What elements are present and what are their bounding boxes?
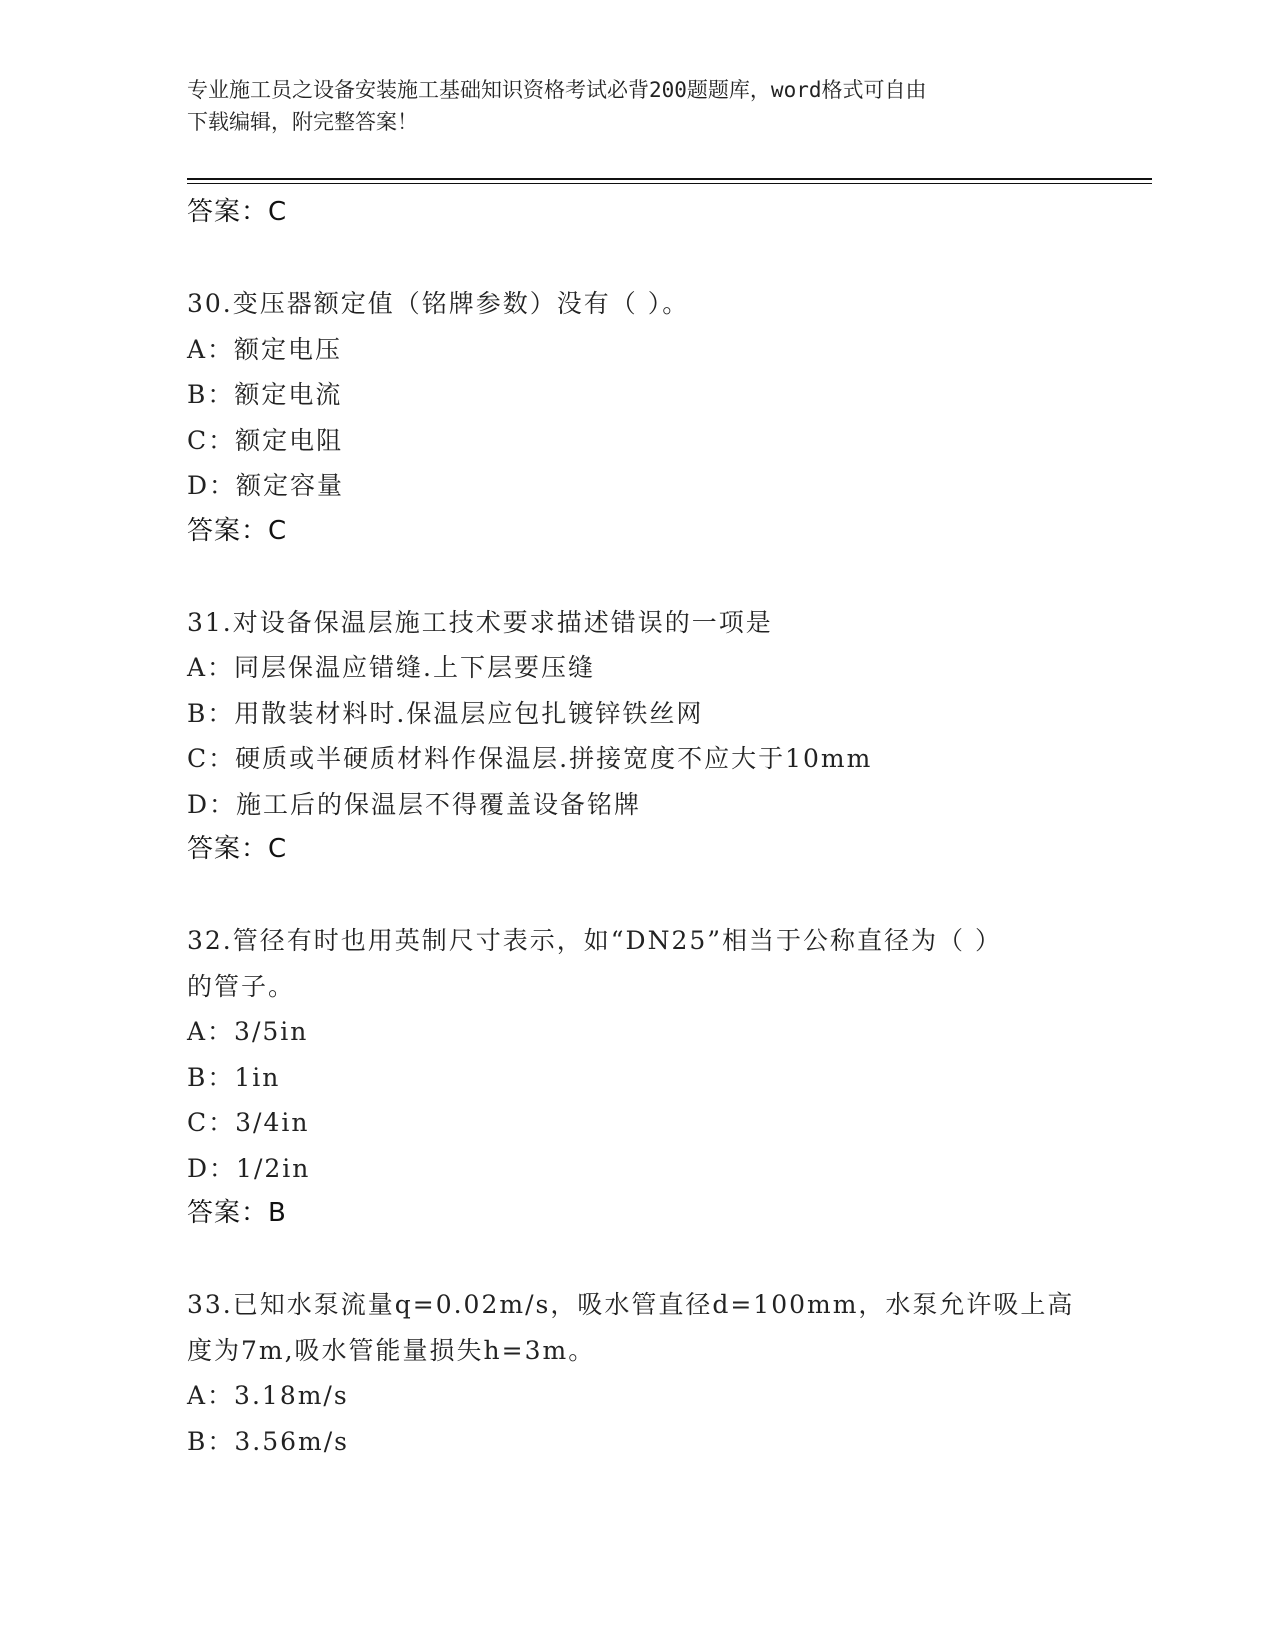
answer-line: 答案：C bbox=[187, 834, 288, 864]
question-stem: 33.已知水泵流量q=0.02m/s，吸水管直径d=100mm，水泵允许吸上高 bbox=[187, 1290, 1075, 1319]
question-block bbox=[187, 918, 1087, 1237]
question-stem: 30.变压器额定值（铭牌参数）没有（ ）。 bbox=[187, 289, 690, 318]
page-header bbox=[187, 74, 1067, 138]
option-a: A：同层保温应错缝.上下层要压缝 bbox=[187, 653, 596, 682]
option-d: D：1/2in bbox=[187, 1153, 311, 1183]
question-stem-continued: 度为7m,吸水管能量损失h=3m。 bbox=[187, 1335, 596, 1365]
answer-line: 答案：C bbox=[187, 515, 288, 546]
question-stem-continued: 的管子。 bbox=[187, 971, 296, 1001]
question-stem: 31.对设备保温层施工技术要求描述错误的一项是 bbox=[187, 607, 773, 637]
question-block bbox=[187, 1282, 1087, 1464]
spacer bbox=[187, 554, 1087, 600]
option-b: B：1in bbox=[187, 1062, 281, 1092]
option-c: C：3/4in bbox=[187, 1108, 310, 1137]
header-line-2: 下载编辑，附完整答案！ bbox=[187, 110, 418, 134]
option-d: D：额定容量 bbox=[187, 471, 345, 500]
option-a: A：3.18m/s bbox=[187, 1381, 349, 1410]
question-block bbox=[187, 281, 1087, 554]
answer-line: 答案：C bbox=[187, 197, 288, 227]
spacer bbox=[187, 873, 1087, 919]
option-a: A：额定电压 bbox=[187, 334, 343, 364]
spacer bbox=[187, 1237, 1087, 1283]
option-b: B：3.56m/s bbox=[187, 1426, 349, 1456]
option-c: C：硬质或半硬质材料作保温层.拼接宽度不应大于10mm bbox=[187, 744, 873, 773]
option-b: B：额定电流 bbox=[187, 380, 343, 409]
option-d: D：施工后的保温层不得覆盖设备铭牌 bbox=[187, 789, 642, 819]
header-rule-thin bbox=[187, 183, 1152, 184]
option-a: A：3/5in bbox=[187, 1017, 309, 1046]
option-b: B：用散装材料时.保温层应包扎镀锌铁丝网 bbox=[187, 698, 704, 728]
option-c: C：额定电阻 bbox=[187, 425, 344, 455]
header-line-1: 专业施工员之设备安装施工基础知识资格考试必背200题题库，word格式可自由 bbox=[187, 78, 927, 102]
answer-line: 答案：B bbox=[187, 1198, 287, 1228]
question-list bbox=[187, 190, 1087, 1464]
spacer bbox=[187, 236, 1087, 282]
question-block bbox=[187, 600, 1087, 873]
header-rule-thick bbox=[187, 178, 1152, 180]
question-stem: 32.管径有时也用英制尺寸表示，如“DN25”相当于公称直径为（ ） bbox=[187, 926, 1002, 955]
